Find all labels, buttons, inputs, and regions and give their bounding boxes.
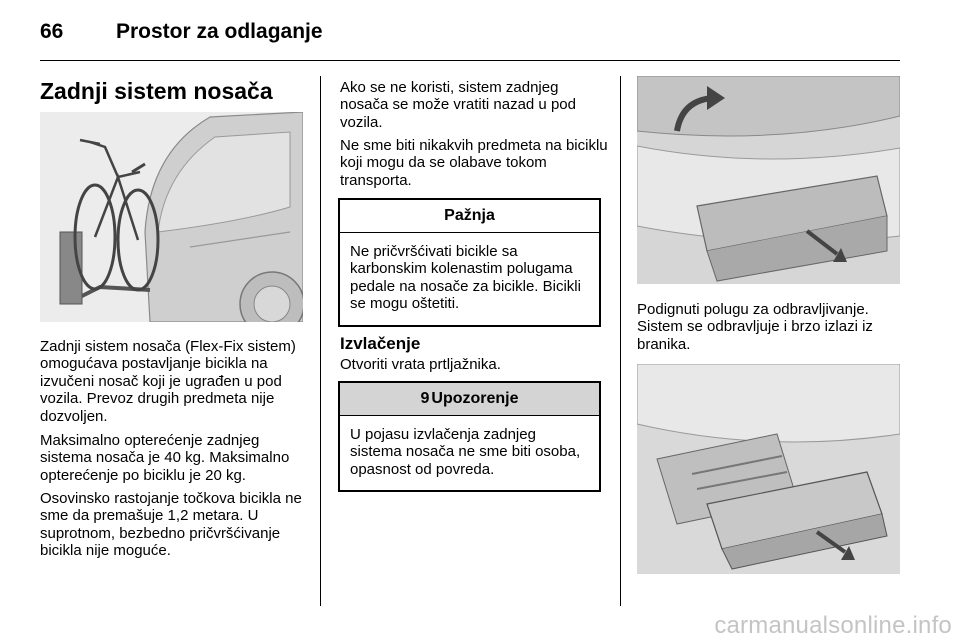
- notice-text: Ne pričvršćivati bicikle sa karbonskim kolenastim polugama pedale na nosače za bicikle. Bicikli se mogu oštetiti.: [350, 243, 581, 313]
- paragraph-intro: Zadnji sistem nosača (Flex-Fix sistem) omogućava postavljanje bicikla na izvučeni nosač koji je ugrađen u pod vozila. Prevoz drugih predmeta nije dozvoljen.: [40, 338, 296, 425]
- paragraph-release-lever: Podignuti polugu za odbravljivanje. Sistem se odbravljuje i brzo izlazi iz branika.: [637, 301, 873, 353]
- paragraph-loose-objects: Ne sme biti nikakvih predmeta na biciklu koji mogu da se olabave tokom transporta.: [340, 137, 608, 189]
- paragraph-open-tailgate: Otvoriti vrata prtljažnika.: [340, 356, 501, 373]
- header-rule: [40, 60, 900, 61]
- paragraph-max-load: Maksimalno opterećenje zadnjeg sistema nosača je 40 kg. Maksimalno opterećenje po biciklu je 20 kg.: [40, 432, 290, 484]
- section-title: Zadnji sistem nosača: [40, 78, 273, 104]
- release-lever-illustration: [637, 76, 900, 284]
- warning-box: [338, 381, 601, 492]
- notice-box: [338, 198, 601, 327]
- carrier-extended-illustration: [637, 364, 900, 574]
- subheading-extraction: Izvlačenje: [340, 334, 421, 353]
- warning-icon: 9: [420, 390, 430, 407]
- paragraph-retract: Ako se ne koristi, sistem zadnjeg nosača se može vratiti nazad u pod vozila.: [340, 79, 576, 131]
- column-divider-2: [620, 76, 621, 606]
- warning-text: U pojasu izvlačenja zadnjeg sistema nosača ne sme biti osoba, opasnost od povreda.: [350, 426, 581, 478]
- warning-header: [340, 383, 599, 416]
- paragraph-wheelbase: Osovinsko rastojanje točkova bicikla ne sme da premašuje 1,2 metara. U suprotnom, bezbedno pričvršćivanje bicikla nije moguće.: [40, 490, 302, 560]
- page-header-title: Prostor za odlaganje: [116, 20, 323, 43]
- watermark: carmanualsonline.info: [714, 612, 952, 639]
- page-number: 66: [40, 20, 64, 43]
- column-divider-1: [320, 76, 321, 606]
- bike-carrier-illustration: [40, 112, 303, 322]
- notice-title: Pažnja: [340, 200, 599, 233]
- warning-title: Upozorenje: [431, 390, 519, 407]
